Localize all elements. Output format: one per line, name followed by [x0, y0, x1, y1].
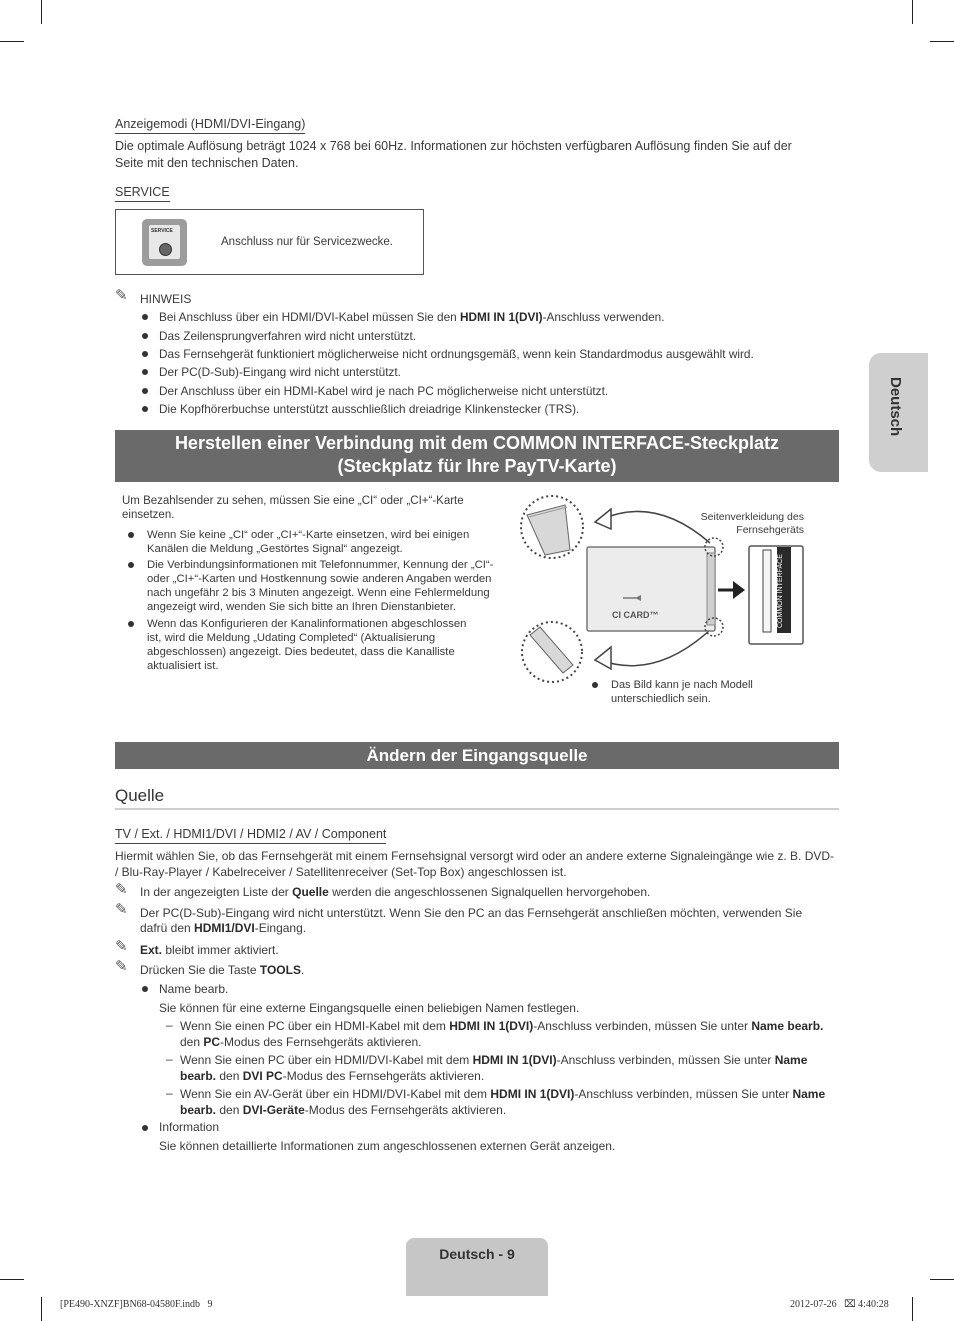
service-heading: SERVICE: [115, 185, 170, 202]
crop-mark: [930, 1279, 954, 1280]
name-edit-detail: Wenn Sie einen PC über ein HDMI/DVI-Kabel mit dem HDMI IN 1(DVI)-Anschluss verbinden, müssen Sie unter Name bearb. den DVI PC-Modus des Fernsehgeräts aktivieren.: [180, 1053, 808, 1083]
service-box: [115, 209, 424, 275]
note-item: Die Kopfhörerbuchse unterstützt ausschließlich dreiadrige Klinkenstecker (TRS).: [159, 402, 580, 416]
ci-slot-shape: [749, 546, 803, 644]
source-note: Der PC(D-Sub)-Eingang wird nicht unterstützt. Wenn Sie den PC an das Fernsehgerät anschließen möchten, verwenden Sie dafrü den HDMI1/DVI-Eingang.: [140, 906, 803, 935]
print-file-info: [PE490-XNZF]BN68-04580F.indb 9: [60, 1299, 213, 1310]
arrow-bottom: [600, 630, 710, 666]
language-side-tab-label: Deutsch: [887, 377, 904, 437]
crop-mark: [41, 0, 42, 24]
note-pen-icon: ✎: [115, 957, 128, 975]
sources-heading: TV / Ext. / HDMI1/DVI / HDMI2 / AV / Component: [115, 827, 386, 844]
crop-mark: [0, 1279, 24, 1280]
name-edit-desc: Sie können für eine externe Eingangsquelle einen beliebigen Namen festlegen.: [159, 1001, 580, 1015]
note-item: Bei Anschluss über ein HDMI/DVI-Kabel müssen Sie den HDMI IN 1(DVI)-Anschluss verwenden.: [159, 310, 665, 324]
source-section-title: Ändern der Eingangsquelle: [115, 742, 839, 769]
page-number: Deutsch - 9: [439, 1246, 515, 1262]
side-cover-label: Seitenverkleidung des Fernsehgeräts: [700, 511, 804, 536]
note-pen-icon: ✎: [115, 937, 128, 955]
ci-bullet: Wenn Sie keine „CI“ oder „CI+“-Karte einsetzen, wird bei einigen Kanälen die Meldung „Gestörtes Signal“ angezeigt.: [147, 529, 470, 555]
ci-card-label: CI CARD™: [612, 610, 659, 620]
source-note: In der angezeigten Liste der Quelle werden die angeschlossenen Signalquellen hervorgehoben.: [140, 885, 651, 899]
ci-bullet: Die Verbindungsinformationen mit Telefonnummer, Kennung der „CI“- oder „CI+“-Karten und Hostkennung sowie anderen Angaben werden nach ungefähr 2 bis 3 Minuten angezeigt. Wenn eine Fehlermeldung angezeigt wird, wenden Sie sich bitte an Ihren Dienstanbieter.: [147, 559, 494, 613]
note-item: Der PC(D-Sub)-Eingang wird nicht unterstützt.: [159, 365, 401, 379]
arrow-top: [600, 511, 710, 543]
source-note: Ext. bleibt immer aktiviert.: [140, 943, 279, 957]
ci-intro: Um Bezahlsender zu sehen, müssen Sie eine „CI“ oder „CI+“-Karte einsetzen.: [122, 495, 464, 521]
crop-mark: [930, 41, 954, 42]
print-date-info: 2012-07-26 ⌧ 4:40:28: [790, 1299, 889, 1310]
information-label: Information: [159, 1120, 220, 1134]
name-edit-label: Name bearb.: [159, 982, 229, 996]
ci-section-title: Herstellen einer Verbindung mit dem COMMON INTERFACE-Steckplatz (Steckplatz für Ihre PayTV-Karte): [115, 430, 839, 482]
note-pen-icon: ✎: [115, 900, 128, 918]
note-item: Der Anschluss über ein HDMI-Kabel wird je nach PC möglicherweise nicht unterstützt.: [159, 384, 609, 398]
note-item: Das Fernsehgerät funktioniert möglicherweise nicht ordnungsgemäß, wenn kein Standardmodus ausgewählt wird.: [159, 347, 754, 361]
information-desc: Sie können detaillierte Informationen zum angeschlossenen externen Gerät anzeigen.: [159, 1139, 616, 1153]
note-item: Das Zeilensprungverfahren wird nicht unterstützt.: [159, 329, 417, 343]
crop-mark: [41, 1297, 42, 1321]
subtitle-divider: [115, 808, 839, 810]
manual-page: Anzeigemodi (HDMI/DVI-Eingang) Die optimale Auflösung beträgt 1024 x 768 bei 60Hz. Informationen zur höchsten verfügbaren Auflösung finden Sie auf der Seite mit den technischen Daten. SERVICE SERVICE Anschluss nur für Servicezwecke. ✎ HINWEIS Bei Anschluss über ein HDMI/DVI-Kabel müssen Sie den HDMI IN 1(DVI)-Anschluss verwenden. Das Zeilensprungverfahren wird nicht unterstützt. Das Fernsehgerät funktioniert möglicherweise nicht ordnungsgemäß, wenn kein Standardmodus ausgewählt wird. Der PC(D-Sub)-Eingang wird nicht unterstützt. Der Anschluss über ein HDMI-Kabel wird je nach PC möglicherweise nicht unterstützt. Die Kopfhörerbuchse unterstützt ausschließlich dreiadrige Klinkenstecker (TRS). Herstellen einer Verbindung mit dem COMMON INTERFACE-Steckplatz (Steckplatz für Ihre PayTV-Karte) Um Bezahlsender zu sehen, müssen Sie eine „CI“ oder „CI+“-Karte einsetzen. Wenn Sie keine „CI“ oder „CI+“-Karte einsetzen, wird bei einigen Kanälen die Meldung „Gestörtes Signal“ angezeigt. Die Verbindungsinformationen mit Telefonnummer, Kennung der „CI“- oder „CI+“-Karten und Hostkennung sowie anderen Angaben werden nach ungefähr 2 bis 3 Minuten angezeigt. Wenn eine Fehlermeldung angezeigt wird, wenden Sie sich bitte an Ihren Dienstanbieter. Wenn das Konfigurieren der Kanalinformationen abgeschlossen ist, wird die Meldung „Udating Completed“ (Aktualisierung abgeschlossen) angezeigt. Dies bedeutet, dass die Kanalliste aktualisiert ist. Seitenverkleidung des Fernsehgeräts CI CARD™ COMMON INTERFACE Das Bild kann je nach Modell unterschiedlich sein. Ändern der Eingangsquelle Quelle TV / Ext. / HDMI1/DVI / HDMI2 / AV / Component Hiermit wählen Sie, ob das Fernsehgerät mit einem Fernsehsignal versorgt wird oder an andere externe Signaleingänge wie z. B. DVD- / Blu-Ray-Player / Kabelreceiver / Satellitenreceiver (Set-Top Box) angeschlossen ist. ✎ In der angezeigten Liste der Quelle werden die angeschlossenen Signalquellen hervorgehoben. ✎ Der PC(D-Sub)-Eingang wird nicht unterstützt. Wenn Sie den PC an das Fernsehgerät anschließen möchten, verwenden Sie dafrü den HDMI1/DVI-Eingang. ✎ Ext. bleibt immer aktiviert. ✎ Drücken Sie die Taste TOOLS. Name bearb. Sie können für eine externe Eingangsquelle einen beliebigen Namen festlegen. – Wenn Sie einen PC über ein HDMI-Kabel mit dem HDMI IN 1(DVI)-Anschluss verbinden, müssen Sie unter Name bearb. den PC-Modus des Fernsehgeräts aktivieren. – Wenn Sie einen PC über ein HDMI/DVI-Kabel mit dem HDMI IN 1(DVI)-Anschluss verbinden, müssen Sie unter Name bearb. den DVI PC-Modus des Fernsehgeräts aktivieren. – Wenn Sie ein AV-Gerät über ein HDMI/DVI-Kabel mit dem HDMI IN 1(DVI)-Anschluss verbinden, müssen Sie unter Name bearb. den DVI-Geräte-Modus des Fernsehgeräts aktivieren. Information Sie können detaillierte Informationen zum angeschlossenen externen Gerät anzeigen. Deutsch Deutsch - 9 [PE490-XNZF]BN68-04580F.indb 9 2012-07-26 ⌧ 4:40:28: [0, 0, 954, 1321]
display-modes-heading: Anzeigemodi (HDMI/DVI-Eingang): [115, 117, 305, 134]
source-subtitle: Quelle: [115, 786, 165, 805]
ci-bullet: Wenn das Konfigurieren der Kanalinformationen abgeschlossen ist, wird die Meldung „Udating Completed“ (Aktualisierung abgeschlossen) angezeigt. Dies bedeutet, dass die Kanalliste aktualisiert ist.: [147, 618, 467, 672]
crop-mark: [0, 41, 24, 42]
crop-mark: [912, 0, 913, 24]
source-note: Drücken Sie die Taste TOOLS.: [140, 963, 305, 977]
service-description: Anschluss nur für Servicezwecke.: [221, 236, 393, 248]
service-port-icon: SERVICE: [142, 219, 187, 266]
note-heading: HINWEIS: [140, 292, 192, 306]
display-modes-text: Die optimale Auflösung beträgt 1024 x 768 bei 60Hz. Informationen zur höchsten verfügbaren Auflösung finden Sie auf der Seite mit den technischen Daten.: [115, 139, 792, 170]
ci-slot-label: COMMON INTERFACE: [777, 554, 784, 628]
note-pen-icon: ✎: [115, 880, 128, 898]
sources-description: Hiermit wählen Sie, ob das Fernsehgerät mit einem Fernsehsignal versorgt wird oder an andere externe Signaleingänge wie z. B. DVD- / Blu-Ray-Player / Kabelreceiver / Satellitenreceiver (Set-Top Box) angeschlossen ist.: [115, 849, 835, 879]
name-edit-detail: Wenn Sie ein AV-Gerät über ein HDMI/DVI-Kabel mit dem HDMI IN 1(DVI)-Anschluss verbinden, müssen Sie unter Name bearb. den DVI-Geräte-Modus des Fernsehgeräts aktivieren.: [180, 1087, 826, 1117]
name-edit-detail: Wenn Sie einen PC über ein HDMI-Kabel mit dem HDMI IN 1(DVI)-Anschluss verbinden, müssen Sie unter Name bearb. den PC-Modus des Fernsehgeräts aktivieren.: [180, 1019, 824, 1049]
diagram-caption: Das Bild kann je nach Modell unterschiedlich sein.: [611, 679, 753, 705]
crop-mark: [912, 1297, 913, 1321]
note-pen-icon: ✎: [115, 286, 128, 304]
